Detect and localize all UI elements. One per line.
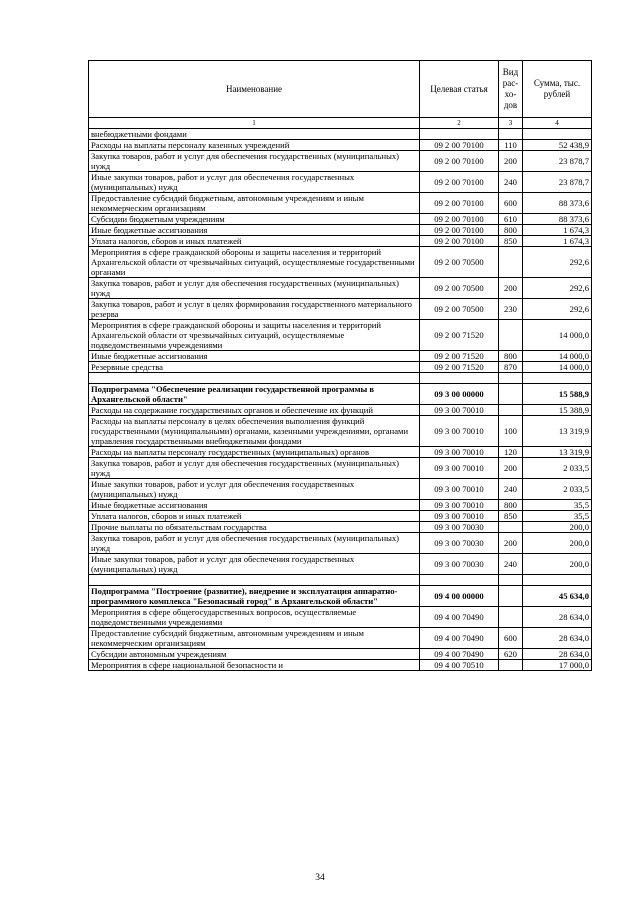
cell-code: 09 2 00 70500 xyxy=(420,299,499,320)
cell-name: Субсидии автономным учреждениям xyxy=(89,649,420,660)
table-row xyxy=(89,660,592,671)
cell-vid: 240 xyxy=(499,554,523,575)
cell-code: 09 3 00 70030 xyxy=(420,533,499,554)
cell-name: Расходы на выплаты персоналу в целях обеспечения выполнения функций государственными (муниципальными) органами, казенными учреждениями, органами управления государственными внебюджетными фондами xyxy=(89,416,420,447)
cell-code: 09 2 00 71520 xyxy=(420,362,499,373)
table-row xyxy=(89,607,592,628)
cell-name: Предоставление субсидий бюджетным, автономным учреждениям и иным некоммерческим организациям xyxy=(89,193,420,214)
cell-vid: 620 xyxy=(499,649,523,660)
cell-sum: 28 634,0 xyxy=(523,628,592,649)
cell-code: 09 3 00 00000 xyxy=(420,384,499,405)
empty-cell xyxy=(89,373,420,384)
cell-name: Закупка товаров, работ и услуг в целях формирования государственного материального резерва xyxy=(89,299,420,320)
empty-cell xyxy=(420,373,499,384)
cell-sum: 35,5 xyxy=(523,500,592,511)
table-header-row xyxy=(89,61,592,118)
cell-sum: 292,6 xyxy=(523,299,592,320)
cell-name: Иные закупки товаров, работ и услуг для обеспечения государственных (муниципальных) нужд xyxy=(89,554,420,575)
cell-code: 09 3 00 70030 xyxy=(420,554,499,575)
cell-name: Мероприятия в сфере национальной безопасности и xyxy=(89,660,420,671)
cell-vid: 800 xyxy=(499,225,523,236)
cell-sum: 52 438,9 xyxy=(523,140,592,151)
cell-vid: 110 xyxy=(499,140,523,151)
table-row xyxy=(89,649,592,660)
table-row xyxy=(89,299,592,320)
cell-code: 09 2 00 70500 xyxy=(420,278,499,299)
cell-code: 09 3 00 70010 xyxy=(420,511,499,522)
empty-cell xyxy=(420,575,499,586)
cell-sum: 15 388,9 xyxy=(523,405,592,416)
table-row xyxy=(89,129,592,140)
table-row xyxy=(89,628,592,649)
cell-code: 09 2 00 70100 xyxy=(420,236,499,247)
cell-vid: 230 xyxy=(499,299,523,320)
cell-sum xyxy=(523,129,592,140)
cell-sum: 292,6 xyxy=(523,278,592,299)
col-number: 2 xyxy=(420,118,499,129)
cell-vid: 200 xyxy=(499,151,523,172)
cell-code: 09 2 00 70100 xyxy=(420,193,499,214)
table-row xyxy=(89,405,592,416)
table-row xyxy=(89,351,592,362)
cell-vid: 240 xyxy=(499,172,523,193)
cell-vid: 200 xyxy=(499,458,523,479)
cell-code: 09 3 00 70010 xyxy=(420,479,499,500)
col-number: 1 xyxy=(89,118,420,129)
cell-name: Предоставление субсидий бюджетным, автономным учреждениям и иным некоммерческим организациям xyxy=(89,628,420,649)
cell-name: Иные закупки товаров, работ и услуг для обеспечения государственных (муниципальных) нужд xyxy=(89,479,420,500)
table-row xyxy=(89,193,592,214)
cell-code: 09 3 00 70010 xyxy=(420,447,499,458)
cell-sum: 2 033,5 xyxy=(523,458,592,479)
table-spacer-row xyxy=(89,575,592,586)
cell-code: 09 2 00 70100 xyxy=(420,151,499,172)
cell-name: Подпрограмма "Построение (развитие), внедрение и эксплуатация аппаратно-программного комплекса "Безопасный город" в Архангельской области" xyxy=(89,586,420,607)
cell-vid: 240 xyxy=(499,479,523,500)
cell-name: Уплата налогов, сборов и иных платежей xyxy=(89,236,420,247)
cell-name: Резервные средства xyxy=(89,362,420,373)
table-row xyxy=(89,172,592,193)
cell-vid: 850 xyxy=(499,511,523,522)
budget-table xyxy=(88,60,592,671)
cell-vid xyxy=(499,129,523,140)
header-code: Целевая статья xyxy=(420,61,499,118)
cell-vid: 600 xyxy=(499,628,523,649)
cell-code: 09 4 00 70490 xyxy=(420,649,499,660)
cell-sum: 1 674,3 xyxy=(523,225,592,236)
cell-vid xyxy=(499,405,523,416)
cell-name: Иные бюджетные ассигнования xyxy=(89,225,420,236)
cell-code: 09 3 00 70030 xyxy=(420,522,499,533)
cell-name: внебюджетными фондами xyxy=(89,129,420,140)
cell-name: Закупка товаров, работ и услуг для обеспечения государственных (муниципальных) нужд xyxy=(89,458,420,479)
cell-sum: 14 000,0 xyxy=(523,362,592,373)
cell-sum: 88 373,6 xyxy=(523,193,592,214)
cell-sum: 292,6 xyxy=(523,247,592,278)
header-sum: Сумма, тыс. рублей xyxy=(523,61,592,118)
table-row xyxy=(89,214,592,225)
cell-vid xyxy=(499,522,523,533)
cell-code: 09 2 00 70100 xyxy=(420,214,499,225)
cell-sum: 2 033,5 xyxy=(523,479,592,500)
cell-name: Субсидии бюджетным учреждениям xyxy=(89,214,420,225)
cell-name: Закупка товаров, работ и услуг для обеспечения государственных (муниципальных) нужд xyxy=(89,151,420,172)
cell-sum: 1 674,3 xyxy=(523,236,592,247)
cell-sum: 13 319,9 xyxy=(523,447,592,458)
cell-vid: 120 xyxy=(499,447,523,458)
cell-vid: 850 xyxy=(499,236,523,247)
cell-vid xyxy=(499,247,523,278)
table-row xyxy=(89,362,592,373)
cell-code: 09 2 00 70500 xyxy=(420,247,499,278)
cell-vid: 200 xyxy=(499,278,523,299)
cell-code xyxy=(420,129,499,140)
table-row xyxy=(89,225,592,236)
cell-name: Мероприятия в сфере гражданской обороны и защиты населения и территорий Архангельской области от чрезвычайных ситуаций, осуществляемые подведомственными учреждениями xyxy=(89,320,420,351)
cell-sum: 28 634,0 xyxy=(523,607,592,628)
col-number: 4 xyxy=(523,118,592,129)
empty-cell xyxy=(499,575,523,586)
cell-sum: 88 373,6 xyxy=(523,214,592,225)
cell-sum: 15 588,9 xyxy=(523,384,592,405)
cell-vid: 800 xyxy=(499,500,523,511)
cell-code: 09 2 00 70100 xyxy=(420,172,499,193)
column-number-row xyxy=(89,118,592,129)
table-row xyxy=(89,500,592,511)
table-row xyxy=(89,151,592,172)
table-row xyxy=(89,533,592,554)
cell-name: Закупка товаров, работ и услуг для обеспечения государственных (муниципальных) нужд xyxy=(89,533,420,554)
cell-vid xyxy=(499,586,523,607)
cell-name: Подпрограмма "Обеспечение реализации государственной программы в Архангельской области" xyxy=(89,384,420,405)
empty-cell xyxy=(523,373,592,384)
table-body xyxy=(89,129,592,671)
cell-code: 09 3 00 70010 xyxy=(420,458,499,479)
table-row xyxy=(89,447,592,458)
cell-vid xyxy=(499,320,523,351)
header-vid: Вид рас-хо-дов xyxy=(499,61,523,118)
cell-name: Иные бюджетные ассигнования xyxy=(89,351,420,362)
cell-sum: 200,0 xyxy=(523,533,592,554)
cell-sum: 13 319,9 xyxy=(523,416,592,447)
cell-name: Уплата налогов, сборов и иных платежей xyxy=(89,511,420,522)
table-row xyxy=(89,236,592,247)
cell-vid: 200 xyxy=(499,533,523,554)
cell-sum: 23 878,7 xyxy=(523,151,592,172)
empty-cell xyxy=(499,373,523,384)
cell-vid: 870 xyxy=(499,362,523,373)
cell-name: Расходы на выплаты персоналу казенных учреждений xyxy=(89,140,420,151)
table-row xyxy=(89,458,592,479)
table-row xyxy=(89,247,592,278)
table-row xyxy=(89,320,592,351)
cell-sum: 14 000,0 xyxy=(523,351,592,362)
page-number: 34 xyxy=(315,873,325,883)
cell-name: Прочие выплаты по обязательствам государства xyxy=(89,522,420,533)
table-row xyxy=(89,384,592,405)
cell-sum: 200,0 xyxy=(523,554,592,575)
cell-code: 09 3 00 70010 xyxy=(420,500,499,511)
col-number: 3 xyxy=(499,118,523,129)
cell-code: 09 2 00 70100 xyxy=(420,140,499,151)
cell-name: Иные закупки товаров, работ и услуг для обеспечения государственных (муниципальных) нужд xyxy=(89,172,420,193)
cell-vid: 100 xyxy=(499,416,523,447)
header-name: Наименование xyxy=(89,61,420,118)
cell-name: Иные бюджетные ассигнования xyxy=(89,500,420,511)
cell-code: 09 2 00 71520 xyxy=(420,351,499,362)
cell-sum: 14 000,0 xyxy=(523,320,592,351)
cell-sum: 200,0 xyxy=(523,522,592,533)
table-row xyxy=(89,140,592,151)
table-row xyxy=(89,511,592,522)
cell-name: Расходы на содержание государственных органов и обеспечение их функций xyxy=(89,405,420,416)
cell-sum: 35,5 xyxy=(523,511,592,522)
table-row xyxy=(89,479,592,500)
cell-name: Мероприятия в сфере гражданской обороны и защиты населения и территорий Архангельской области от чрезвычайных ситуаций, осуществляемые государственными органами xyxy=(89,247,420,278)
cell-code: 09 3 00 70010 xyxy=(420,405,499,416)
cell-sum: 45 634,0 xyxy=(523,586,592,607)
cell-code: 09 2 00 70100 xyxy=(420,225,499,236)
table-row xyxy=(89,554,592,575)
cell-code: 09 4 00 70510 xyxy=(420,660,499,671)
table-spacer-row xyxy=(89,373,592,384)
cell-vid xyxy=(499,607,523,628)
table-row xyxy=(89,416,592,447)
cell-sum: 23 878,7 xyxy=(523,172,592,193)
cell-name: Расходы на выплаты персоналу государственных (муниципальных) органов xyxy=(89,447,420,458)
cell-sum: 17 000,0 xyxy=(523,660,592,671)
cell-code: 09 4 00 00000 xyxy=(420,586,499,607)
cell-vid: 800 xyxy=(499,351,523,362)
table-row xyxy=(89,278,592,299)
cell-vid: 600 xyxy=(499,193,523,214)
cell-vid xyxy=(499,660,523,671)
cell-sum: 28 634,0 xyxy=(523,649,592,660)
cell-code: 09 3 00 70010 xyxy=(420,416,499,447)
empty-cell xyxy=(523,575,592,586)
cell-code: 09 2 00 71520 xyxy=(420,320,499,351)
table-row xyxy=(89,522,592,533)
cell-vid xyxy=(499,384,523,405)
cell-vid: 610 xyxy=(499,214,523,225)
cell-name: Закупка товаров, работ и услуг для обеспечения государственных (муниципальных) нужд xyxy=(89,278,420,299)
table-row xyxy=(89,586,592,607)
cell-code: 09 4 00 70490 xyxy=(420,607,499,628)
cell-code: 09 4 00 70490 xyxy=(420,628,499,649)
document-page xyxy=(88,60,591,671)
cell-name: Мероприятия в сфере общегосударственных вопросов, осуществляемые подведомственными учреждениями xyxy=(89,607,420,628)
empty-cell xyxy=(89,575,420,586)
